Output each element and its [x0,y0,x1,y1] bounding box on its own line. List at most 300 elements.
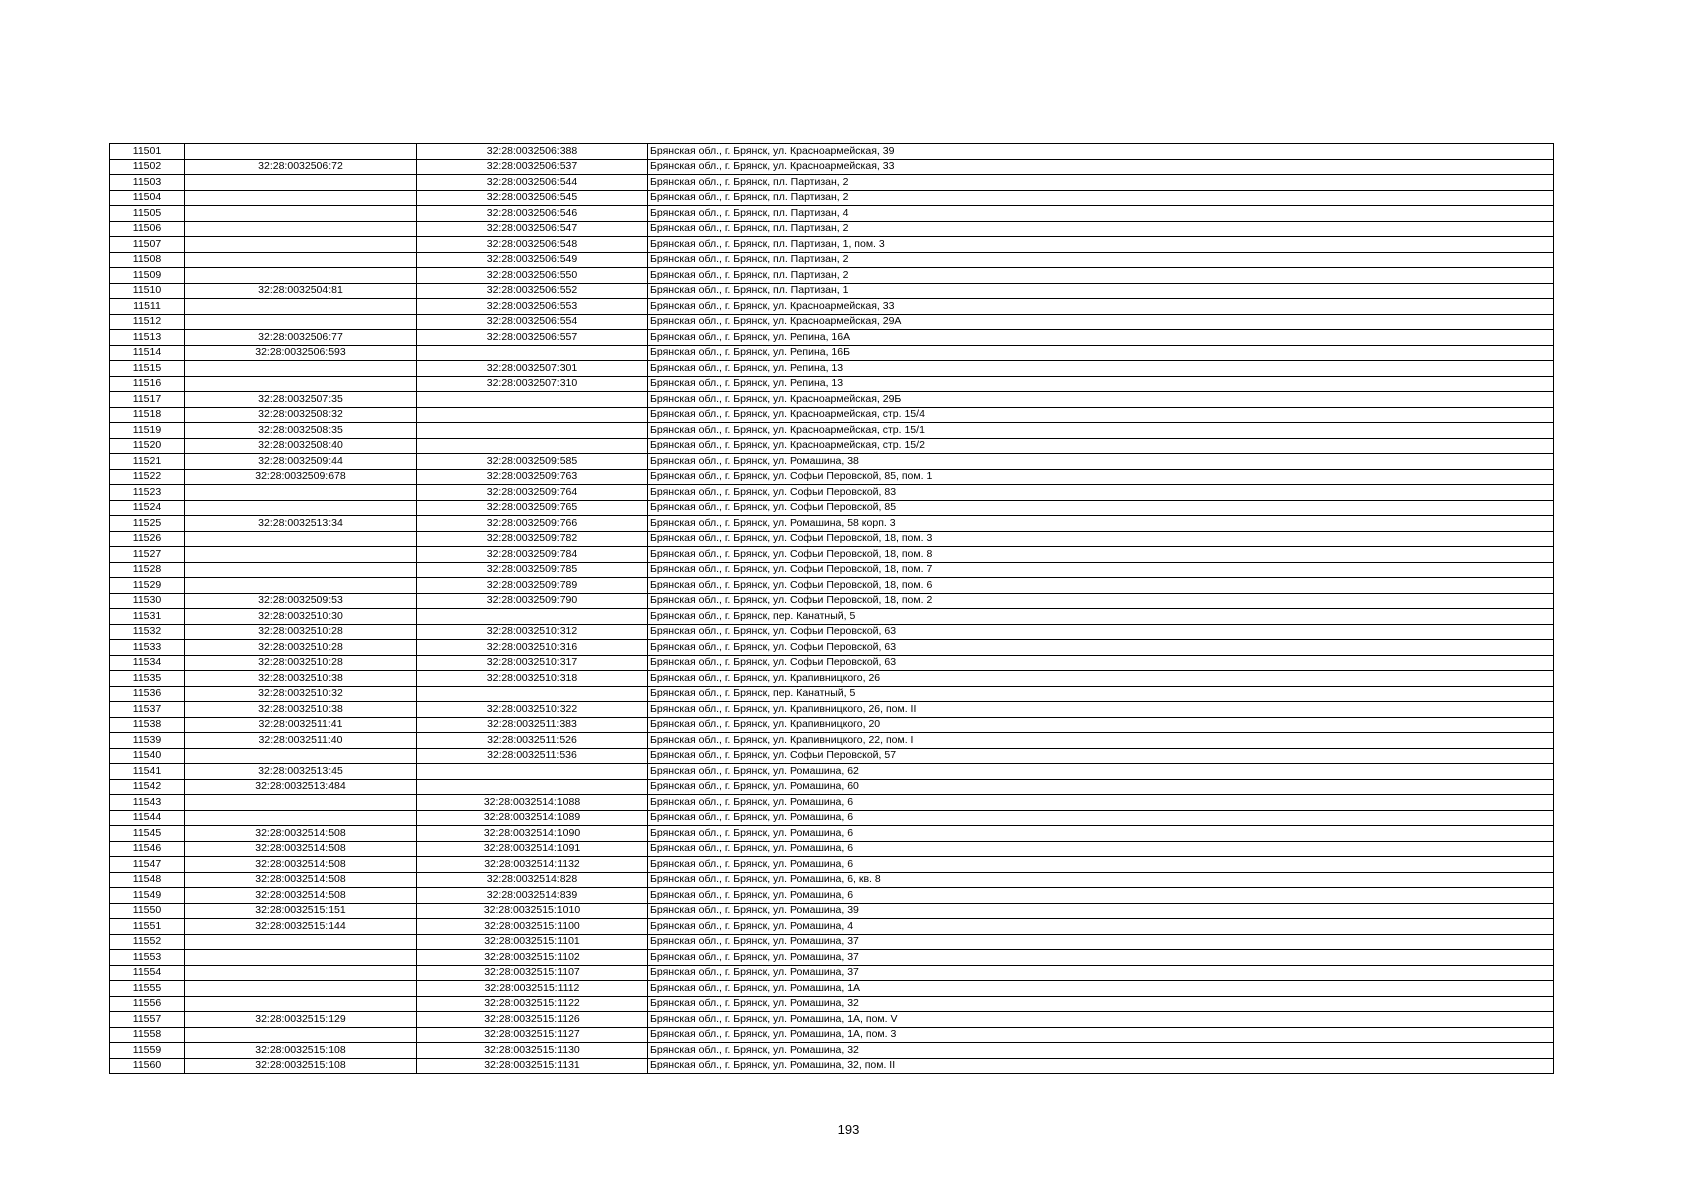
object-cadastral-cell: 32:28:0032506:552 [417,283,648,299]
table-row [110,562,1554,578]
table-row [110,407,1554,423]
address-cell: Брянская обл., г. Брянск, ул. Ромашина, 38 [648,454,1554,470]
land-plot-cadastral-cell [185,996,417,1012]
table-row [110,717,1554,733]
row-number-cell: 11524 [110,500,185,516]
object-cadastral-cell: 32:28:0032510:312 [417,624,648,640]
row-number-cell: 11560 [110,1058,185,1074]
object-cadastral-cell: 32:28:0032509:765 [417,500,648,516]
object-cadastral-cell: 32:28:0032509:763 [417,469,648,485]
object-cadastral-cell: 32:28:0032506:546 [417,206,648,222]
table-row [110,376,1554,392]
row-number-cell: 11520 [110,438,185,454]
table-row [110,438,1554,454]
address-cell: Брянская обл., г. Брянск, ул. Ромашина, 37 [648,934,1554,950]
table-row [110,175,1554,191]
address-cell: Брянская обл., г. Брянск, ул. Ромашина, 39 [648,903,1554,919]
object-cadastral-cell: 32:28:0032510:316 [417,640,648,656]
address-cell: Брянская обл., г. Брянск, ул. Софьи Перовской, 18, пом. 8 [648,547,1554,563]
object-cadastral-cell: 32:28:0032511:536 [417,748,648,764]
land-plot-cadastral-cell: 32:28:0032514:508 [185,888,417,904]
address-cell: Брянская обл., г. Брянск, пер. Канатный, 5 [648,686,1554,702]
object-cadastral-cell: 32:28:0032515:1101 [417,934,648,950]
object-cadastral-cell: 32:28:0032506:557 [417,330,648,346]
table-row [110,888,1554,904]
row-number-cell: 11549 [110,888,185,904]
object-cadastral-cell: 32:28:0032509:784 [417,547,648,563]
row-number-cell: 11535 [110,671,185,687]
object-cadastral-cell: 32:28:0032506:554 [417,314,648,330]
land-plot-cadastral-cell: 32:28:0032514:508 [185,826,417,842]
object-cadastral-cell: 32:28:0032506:547 [417,221,648,237]
object-cadastral-cell [417,392,648,408]
address-cell: Брянская обл., г. Брянск, ул. Софьи Перовской, 63 [648,624,1554,640]
land-plot-cadastral-cell: 32:28:0032508:35 [185,423,417,439]
address-cell: Брянская обл., г. Брянск, ул. Репина, 13 [648,361,1554,377]
table-row [110,221,1554,237]
row-number-cell: 11502 [110,159,185,175]
land-plot-cadastral-cell: 32:28:0032515:129 [185,1012,417,1028]
land-plot-cadastral-cell [185,547,417,563]
object-cadastral-cell: 32:28:0032515:1122 [417,996,648,1012]
row-number-cell: 11536 [110,686,185,702]
land-plot-cadastral-cell: 32:28:0032506:593 [185,345,417,361]
table-row [110,1058,1554,1074]
land-plot-cadastral-cell: 32:28:0032511:41 [185,717,417,733]
table-row [110,485,1554,501]
address-cell: Брянская обл., г. Брянск, ул. Ромашина, 6 [648,888,1554,904]
row-number-cell: 11527 [110,547,185,563]
table-row [110,454,1554,470]
table-row [110,733,1554,749]
land-plot-cadastral-cell [185,314,417,330]
row-number-cell: 11512 [110,314,185,330]
row-number-cell: 11501 [110,144,185,160]
row-number-cell: 11508 [110,252,185,268]
row-number-cell: 11534 [110,655,185,671]
object-cadastral-cell: 32:28:0032510:318 [417,671,648,687]
table-row [110,965,1554,981]
row-number-cell: 11548 [110,872,185,888]
land-plot-cadastral-cell [185,950,417,966]
land-plot-cadastral-cell: 32:28:0032510:38 [185,671,417,687]
table-row [110,748,1554,764]
row-number-cell: 11530 [110,593,185,609]
land-plot-cadastral-cell [185,144,417,160]
row-number-cell: 11543 [110,795,185,811]
object-cadastral-cell: 32:28:0032515:1010 [417,903,648,919]
object-cadastral-cell: 32:28:0032506:545 [417,190,648,206]
land-plot-cadastral-cell: 32:28:0032507:35 [185,392,417,408]
object-cadastral-cell: 32:28:0032515:1127 [417,1027,648,1043]
land-plot-cadastral-cell: 32:28:0032508:40 [185,438,417,454]
land-plot-cadastral-cell: 32:28:0032509:44 [185,454,417,470]
row-number-cell: 11541 [110,764,185,780]
land-plot-cadastral-cell [185,934,417,950]
land-plot-cadastral-cell [185,252,417,268]
address-cell: Брянская обл., г. Брянск, ул. Ромашина, 6 [648,841,1554,857]
address-cell: Брянская обл., г. Брянск, ул. Ромашина, 37 [648,965,1554,981]
land-plot-cadastral-cell: 32:28:0032506:77 [185,330,417,346]
row-number-cell: 11554 [110,965,185,981]
address-cell: Брянская обл., г. Брянск, ул. Репина, 16А [648,330,1554,346]
row-number-cell: 11513 [110,330,185,346]
address-cell: Брянская обл., г. Брянск, ул. Красноармейская, 33 [648,159,1554,175]
object-cadastral-cell: 32:28:0032514:828 [417,872,648,888]
land-plot-cadastral-cell: 32:28:0032509:53 [185,593,417,609]
row-number-cell: 11506 [110,221,185,237]
address-cell: Брянская обл., г. Брянск, ул. Крапивницкого, 26, пом. II [648,702,1554,718]
row-number-cell: 11555 [110,981,185,997]
object-cadastral-cell: 32:28:0032514:1090 [417,826,648,842]
object-cadastral-cell [417,686,648,702]
object-cadastral-cell: 32:28:0032511:526 [417,733,648,749]
row-number-cell: 11531 [110,609,185,625]
land-plot-cadastral-cell [185,562,417,578]
land-plot-cadastral-cell [185,1027,417,1043]
address-cell: Брянская обл., г. Брянск, ул. Ромашина, 62 [648,764,1554,780]
table-row [110,640,1554,656]
row-number-cell: 11545 [110,826,185,842]
object-cadastral-cell [417,764,648,780]
address-cell: Брянская обл., г. Брянск, ул. Ромашина, 32 [648,996,1554,1012]
row-number-cell: 11532 [110,624,185,640]
object-cadastral-cell: 32:28:0032506:550 [417,268,648,284]
table-row [110,1027,1554,1043]
row-number-cell: 11547 [110,857,185,873]
object-cadastral-cell: 32:28:0032515:1131 [417,1058,648,1074]
table-row [110,268,1554,284]
land-plot-cadastral-cell [185,361,417,377]
row-number-cell: 11505 [110,206,185,222]
row-number-cell: 11526 [110,531,185,547]
table-row [110,872,1554,888]
object-cadastral-cell: 32:28:0032515:1130 [417,1043,648,1059]
address-cell: Брянская обл., г. Брянск, ул. Софьи Перовской, 18, пом. 6 [648,578,1554,594]
address-cell: Брянская обл., г. Брянск, ул. Красноармейская, 39 [648,144,1554,160]
land-plot-cadastral-cell: 32:28:0032515:108 [185,1043,417,1059]
row-number-cell: 11544 [110,810,185,826]
address-cell: Брянская обл., г. Брянск, ул. Красноармейская, стр. 15/1 [648,423,1554,439]
table-row [110,314,1554,330]
object-cadastral-cell: 32:28:0032506:549 [417,252,648,268]
row-number-cell: 11521 [110,454,185,470]
table-row [110,919,1554,935]
table-row [110,826,1554,842]
address-cell: Брянская обл., г. Брянск, ул. Репина, 13 [648,376,1554,392]
land-plot-cadastral-cell [185,795,417,811]
table-row [110,857,1554,873]
row-number-cell: 11550 [110,903,185,919]
table-row [110,624,1554,640]
object-cadastral-cell: 32:28:0032515:1100 [417,919,648,935]
address-cell: Брянская обл., г. Брянск, ул. Софьи Перовской, 18, пом. 3 [648,531,1554,547]
address-cell: Брянская обл., г. Брянск, пл. Партизан, 2 [648,268,1554,284]
address-cell: Брянская обл., г. Брянск, ул. Софьи Перовской, 63 [648,640,1554,656]
land-plot-cadastral-cell: 32:28:0032509:678 [185,469,417,485]
row-number-cell: 11503 [110,175,185,191]
land-plot-cadastral-cell: 32:28:0032515:144 [185,919,417,935]
land-plot-cadastral-cell [185,299,417,315]
table-row [110,345,1554,361]
table-row [110,934,1554,950]
address-cell: Брянская обл., г. Брянск, пл. Партизан, 1 [648,283,1554,299]
row-number-cell: 11558 [110,1027,185,1043]
table-row [110,764,1554,780]
object-cadastral-cell: 32:28:0032506:537 [417,159,648,175]
page-number: 193 [837,1122,860,1137]
table-row [110,190,1554,206]
table-row [110,655,1554,671]
table-row [110,841,1554,857]
address-cell: Брянская обл., г. Брянск, ул. Софьи Перовской, 18, пом. 7 [648,562,1554,578]
row-number-cell: 11517 [110,392,185,408]
object-cadastral-cell: 32:28:0032506:388 [417,144,648,160]
row-number-cell: 11537 [110,702,185,718]
table-row [110,779,1554,795]
land-plot-cadastral-cell: 32:28:0032510:28 [185,655,417,671]
table-row [110,950,1554,966]
address-cell: Брянская обл., г. Брянск, ул. Крапивницкого, 22, пом. I [648,733,1554,749]
land-plot-cadastral-cell: 32:28:0032515:108 [185,1058,417,1074]
address-cell: Брянская обл., г. Брянск, ул. Крапивницкого, 20 [648,717,1554,733]
object-cadastral-cell [417,438,648,454]
row-number-cell: 11523 [110,485,185,501]
address-cell: Брянская обл., г. Брянск, ул. Софьи Перовской, 83 [648,485,1554,501]
row-number-cell: 11509 [110,268,185,284]
row-number-cell: 11510 [110,283,185,299]
address-cell: Брянская обл., г. Брянск, ул. Софьи Перовской, 85, пом. 1 [648,469,1554,485]
object-cadastral-cell: 32:28:0032514:1089 [417,810,648,826]
land-plot-cadastral-cell: 32:28:0032514:508 [185,841,417,857]
row-number-cell: 11539 [110,733,185,749]
address-cell: Брянская обл., г. Брянск, ул. Софьи Перовской, 57 [648,748,1554,764]
address-cell: Брянская обл., г. Брянск, ул. Репина, 16Б [648,345,1554,361]
table-row [110,903,1554,919]
object-cadastral-cell: 32:28:0032514:839 [417,888,648,904]
address-cell: Брянская обл., г. Брянск, ул. Ромашина, 1А, пом. V [648,1012,1554,1028]
address-cell: Брянская обл., г. Брянск, ул. Ромашина, 37 [648,950,1554,966]
land-plot-cadastral-cell [185,748,417,764]
table-row [110,330,1554,346]
land-plot-cadastral-cell [185,500,417,516]
row-number-cell: 11538 [110,717,185,733]
object-cadastral-cell: 32:28:0032509:789 [417,578,648,594]
address-cell: Брянская обл., г. Брянск, ул. Красноармейская, 29Б [648,392,1554,408]
row-number-cell: 11504 [110,190,185,206]
address-cell: Брянская обл., г. Брянск, пл. Партизан, 2 [648,221,1554,237]
row-number-cell: 11556 [110,996,185,1012]
row-number-cell: 11516 [110,376,185,392]
land-plot-cadastral-cell: 32:28:0032511:40 [185,733,417,749]
row-number-cell: 11540 [110,748,185,764]
object-cadastral-cell: 32:28:0032509:585 [417,454,648,470]
table-row [110,686,1554,702]
object-cadastral-cell: 32:28:0032514:1088 [417,795,648,811]
table-row [110,531,1554,547]
row-number-cell: 11551 [110,919,185,935]
table-row [110,206,1554,222]
land-plot-cadastral-cell: 32:28:0032515:151 [185,903,417,919]
address-cell: Брянская обл., г. Брянск, ул. Ромашина, 1А, пом. 3 [648,1027,1554,1043]
address-cell: Брянская обл., г. Брянск, ул. Ромашина, 60 [648,779,1554,795]
object-cadastral-cell: 32:28:0032510:322 [417,702,648,718]
object-cadastral-cell: 32:28:0032507:301 [417,361,648,377]
cadastral-table [109,143,1554,1074]
address-cell: Брянская обл., г. Брянск, пл. Партизан, 1, пом. 3 [648,237,1554,253]
land-plot-cadastral-cell: 32:28:0032513:45 [185,764,417,780]
object-cadastral-cell: 32:28:0032515:1102 [417,950,648,966]
object-cadastral-cell: 32:28:0032509:790 [417,593,648,609]
land-plot-cadastral-cell: 32:28:0032514:508 [185,872,417,888]
land-plot-cadastral-cell [185,376,417,392]
table-row [110,547,1554,563]
object-cadastral-cell: 32:28:0032509:766 [417,516,648,532]
land-plot-cadastral-cell: 32:28:0032514:508 [185,857,417,873]
row-number-cell: 11552 [110,934,185,950]
land-plot-cadastral-cell [185,221,417,237]
land-plot-cadastral-cell: 32:28:0032510:30 [185,609,417,625]
table-row [110,500,1554,516]
address-cell: Брянская обл., г. Брянск, пл. Партизан, 2 [648,175,1554,191]
row-number-cell: 11514 [110,345,185,361]
table-row [110,996,1554,1012]
table-row [110,361,1554,377]
object-cadastral-cell [417,609,648,625]
address-cell: Брянская обл., г. Брянск, ул. Ромашина, 58 корп. 3 [648,516,1554,532]
object-cadastral-cell: 32:28:0032515:1107 [417,965,648,981]
address-cell: Брянская обл., г. Брянск, ул. Ромашина, 6 [648,857,1554,873]
land-plot-cadastral-cell: 32:28:0032508:32 [185,407,417,423]
address-cell: Брянская обл., г. Брянск, ул. Крапивницкого, 26 [648,671,1554,687]
table-row [110,1012,1554,1028]
table-row [110,237,1554,253]
address-cell: Брянская обл., г. Брянск, ул. Софьи Перовской, 63 [648,655,1554,671]
address-cell: Брянская обл., г. Брянск, ул. Ромашина, 6 [648,795,1554,811]
object-cadastral-cell: 32:28:0032507:310 [417,376,648,392]
land-plot-cadastral-cell [185,965,417,981]
address-cell: Брянская обл., г. Брянск, ул. Ромашина, 32 [648,1043,1554,1059]
land-plot-cadastral-cell: 32:28:0032513:484 [185,779,417,795]
table-row [110,609,1554,625]
land-plot-cadastral-cell [185,485,417,501]
address-cell: Брянская обл., г. Брянск, ул. Ромашина, 32, пом. II [648,1058,1554,1074]
table-row [110,423,1554,439]
land-plot-cadastral-cell: 32:28:0032510:38 [185,702,417,718]
table-row [110,299,1554,315]
table-row [110,392,1554,408]
land-plot-cadastral-cell [185,810,417,826]
object-cadastral-cell [417,345,648,361]
land-plot-cadastral-cell [185,268,417,284]
row-number-cell: 11529 [110,578,185,594]
object-cadastral-cell: 32:28:0032509:782 [417,531,648,547]
address-cell: Брянская обл., г. Брянск, ул. Ромашина, 4 [648,919,1554,935]
land-plot-cadastral-cell: 32:28:0032513:34 [185,516,417,532]
land-plot-cadastral-cell [185,175,417,191]
table-row [110,1043,1554,1059]
table-row [110,469,1554,485]
object-cadastral-cell: 32:28:0032514:1132 [417,857,648,873]
row-number-cell: 11528 [110,562,185,578]
table-row [110,144,1554,160]
land-plot-cadastral-cell: 32:28:0032510:28 [185,624,417,640]
object-cadastral-cell [417,779,648,795]
address-cell: Брянская обл., г. Брянск, ул. Ромашина, 6 [648,810,1554,826]
address-cell: Брянская обл., г. Брянск, ул. Ромашина, 1А [648,981,1554,997]
row-number-cell: 11522 [110,469,185,485]
land-plot-cadastral-cell [185,531,417,547]
row-number-cell: 11546 [110,841,185,857]
row-number-cell: 11557 [110,1012,185,1028]
address-cell: Брянская обл., г. Брянск, пл. Партизан, 2 [648,252,1554,268]
object-cadastral-cell: 32:28:0032510:317 [417,655,648,671]
table-row [110,671,1554,687]
object-cadastral-cell: 32:28:0032506:548 [417,237,648,253]
object-cadastral-cell: 32:28:0032509:785 [417,562,648,578]
table-row [110,252,1554,268]
object-cadastral-cell: 32:28:0032515:1126 [417,1012,648,1028]
row-number-cell: 11519 [110,423,185,439]
address-cell: Брянская обл., г. Брянск, пер. Канатный, 5 [648,609,1554,625]
address-cell: Брянская обл., г. Брянск, ул. Софьи Перовской, 85 [648,500,1554,516]
object-cadastral-cell: 32:28:0032506:544 [417,175,648,191]
row-number-cell: 11559 [110,1043,185,1059]
address-cell: Брянская обл., г. Брянск, ул. Красноармейская, стр. 15/2 [648,438,1554,454]
table-row [110,981,1554,997]
address-cell: Брянская обл., г. Брянск, пл. Партизан, 4 [648,206,1554,222]
table-row [110,516,1554,532]
land-plot-cadastral-cell: 32:28:0032506:72 [185,159,417,175]
table-row [110,702,1554,718]
land-plot-cadastral-cell: 32:28:0032510:32 [185,686,417,702]
land-plot-cadastral-cell: 32:28:0032504:81 [185,283,417,299]
row-number-cell: 11542 [110,779,185,795]
object-cadastral-cell: 32:28:0032514:1091 [417,841,648,857]
land-plot-cadastral-cell [185,190,417,206]
row-number-cell: 11511 [110,299,185,315]
land-plot-cadastral-cell [185,237,417,253]
row-number-cell: 11533 [110,640,185,656]
table-row [110,578,1554,594]
object-cadastral-cell [417,423,648,439]
cadastral-table-body [110,144,1554,1074]
object-cadastral-cell: 32:28:0032509:764 [417,485,648,501]
address-cell: Брянская обл., г. Брянск, ул. Софьи Перовской, 18, пом. 2 [648,593,1554,609]
address-cell: Брянская обл., г. Брянск, ул. Ромашина, 6 [648,826,1554,842]
table-row [110,593,1554,609]
row-number-cell: 11553 [110,950,185,966]
land-plot-cadastral-cell: 32:28:0032510:28 [185,640,417,656]
land-plot-cadastral-cell [185,981,417,997]
address-cell: Брянская обл., г. Брянск, пл. Партизан, 2 [648,190,1554,206]
address-cell: Брянская обл., г. Брянск, ул. Ромашина, 6, кв. 8 [648,872,1554,888]
land-plot-cadastral-cell [185,578,417,594]
object-cadastral-cell: 32:28:0032515:1112 [417,981,648,997]
object-cadastral-cell [417,407,648,423]
row-number-cell: 11515 [110,361,185,377]
row-number-cell: 11507 [110,237,185,253]
row-number-cell: 11525 [110,516,185,532]
object-cadastral-cell: 32:28:0032511:383 [417,717,648,733]
object-cadastral-cell: 32:28:0032506:553 [417,299,648,315]
row-number-cell: 11518 [110,407,185,423]
address-cell: Брянская обл., г. Брянск, ул. Красноармейская, стр. 15/4 [648,407,1554,423]
address-cell: Брянская обл., г. Брянск, ул. Красноармейская, 33 [648,299,1554,315]
land-plot-cadastral-cell [185,206,417,222]
table-row [110,810,1554,826]
table-row [110,283,1554,299]
